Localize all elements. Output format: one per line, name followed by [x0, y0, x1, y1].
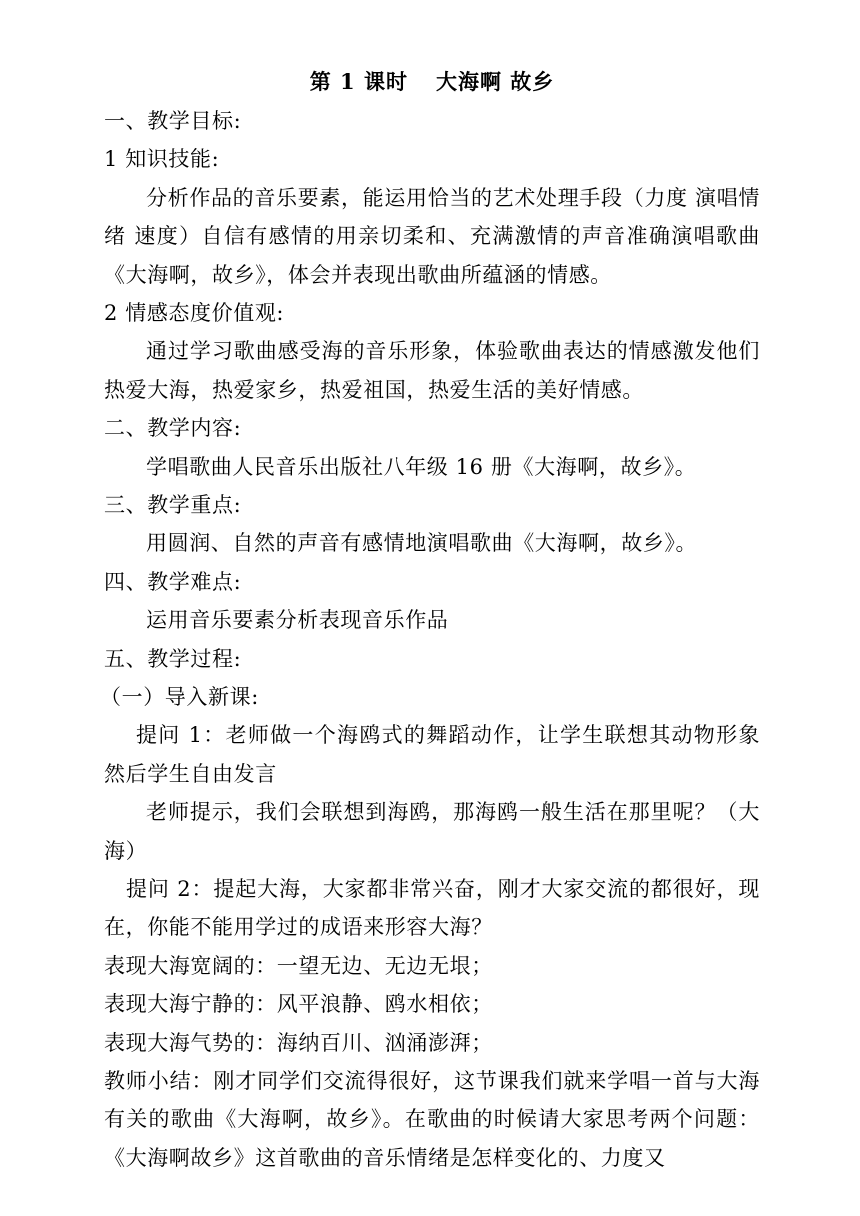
question-1-paragraph: 提问 1：老师做一个海鸥式的舞蹈动作，让学生联想其动物形象然后学生自由发言 [104, 723, 760, 786]
content-paragraph: 学唱歌曲人民音乐出版社八年级 16 册《大海啊，故乡》。 [146, 454, 697, 479]
section-content-heading: 二、教学内容: [104, 416, 242, 441]
knowledge-skills-paragraph: 分析作品的音乐要素，能运用恰当的艺术处理手段（力度 演唱情绪 速度）自信有感情的用亲切柔和、充满激情的声音准确演唱歌曲《大海啊，故乡》，体会并表现出歌曲所蕴涵的情感。 [104, 185, 760, 287]
teacher-summary-paragraph: 教师小结：刚才同学们交流得很好，这节课我们就来学唱一首与大海有关的歌曲《大海啊，故乡》。在歌曲的时候请大家思考两个问题：《大海啊故乡》这首歌曲的音乐情绪是怎样变化的、力度又 [104, 1068, 760, 1170]
idiom-power-line: 表现大海气势的：海纳百川、汹涌澎湃； [104, 1030, 493, 1055]
section-process-heading: 五、教学过程: [104, 646, 242, 671]
intro-heading: （一）导入新课: [100, 684, 259, 709]
title-lesson: 第 1 课时 [309, 69, 408, 94]
section-key-points-heading: 三、教学重点: [104, 492, 242, 517]
document-page [100, 62, 760, 1177]
emotion-values-heading: 2 情感态度价值观: [104, 301, 285, 325]
idiom-wide-line: 表现大海宽阔的：一望无边、无边无垠； [104, 953, 493, 978]
emotion-values-paragraph: 通过学习歌曲感受海的音乐形象，体验歌曲表达的情感激发他们热爱大海，热爱家乡，热爱祖国，热爱生活的美好情感。 [104, 339, 760, 402]
section-objectives-heading: 一、教学目标: [104, 109, 242, 133]
question-2-paragraph: 提问 2：提起大海，大家都非常兴奋，刚才大家交流的都很好，现在，你能不能用学过的成语来形容大海？ [104, 876, 760, 940]
key-points-paragraph: 用圆润、自然的声音有感情地演唱歌曲《大海啊，故乡》。 [146, 531, 698, 556]
document-title [104, 62, 760, 102]
knowledge-skills-heading: 1 知识技能: [104, 147, 220, 172]
difficulties-paragraph: 运用音乐要素分析表现音乐作品 [146, 608, 449, 633]
section-difficulties-heading: 四、教学难点: [104, 569, 242, 594]
teacher-hint-paragraph: 老师提示，我们会联想到海鸥，那海鸥一般生活在那里呢？（大海） [104, 800, 760, 863]
idiom-calm-line: 表现大海宁静的：风平浪静、鸥水相依； [104, 992, 493, 1017]
title-song: 大海啊 故乡 [435, 69, 555, 94]
